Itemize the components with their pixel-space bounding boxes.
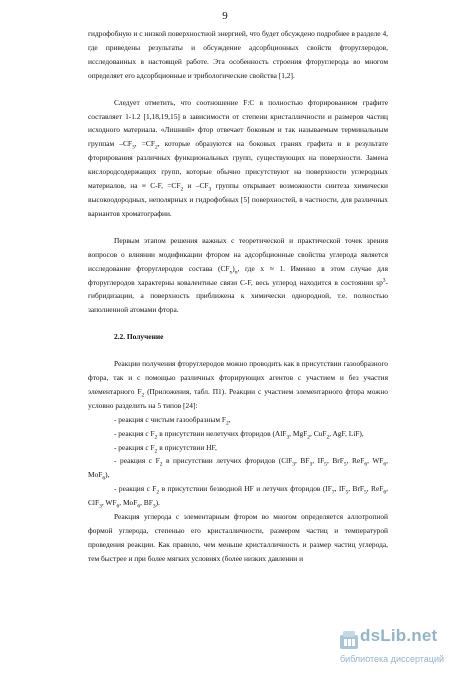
paragraph-fc-ratio: Следует отметить, что соотношение F:C в полностью фторированном графите составляет 1-1.2 [1,18,19,15] в зависимости от степени кристалличности и размеров частиц исходного материала. «Лишний» фтор отвечает боковым и так называемым терминальным группам $-CF_3$, $=CF_2$, которые образуются на боковых гранях графита и в результате фторирования различных функциональных групп, существующих на поверхности. Замена кислородсодержащих групп, которые обычно присутствуют на поверхности углеродных материалов, на ≡ C-F, $=CF_2$ и $-CF_3$ группы открывает возможности синтеза химически высокоодородных, неполярных и гидрофобных [5] поверхностей, в частности, для различных вариантов хроматографии. [88, 97, 389, 218]
paragraph-gap [88, 221, 388, 234]
list-item: - реакция с $F_2$ в присутствии летучих фторидов (ClF$_3$, $BF_3$, $IF_5$, BrF$_5$, ReF$_6$, $WF_6$, MoF$_6$), [88, 456, 389, 482]
watermark-brand: dsLib.net [360, 626, 438, 645]
library-logo-icon [338, 629, 360, 651]
section-heading: 2.2. Получение [114, 332, 164, 342]
paragraph-first-stage: Первым этапом решения важных с теоретической и практической точек зрения вопросов о влиянии модификации фтором на адсорбционные свойства углерода является исследование фторуглеродов состава $(CF_x)_n$, где x ≈ 1. Именно в этом случае для фторуглеродов характерны ковалентные связи C-F, весь углерод находится в состоянии $sp^3$-гибридизации, а поверхность приближена к химически однородной, т.е. полностью заполненной атомами фтора. [88, 235, 388, 315]
paragraph-carbon-reaction: Реакция углерода с элементарным фтором во многом определяется аллотропной формой углерода, степенью его кристалличности, размером частиц и температурой проведения реакции. Как правило, чем меньше кристалличность и размер частиц углерода, тем быстрее и при более мягких условиях (более низких давлении и [88, 512, 388, 563]
watermark-subtitle: библиотека диссертаций [340, 654, 445, 664]
paragraph-intro-continued: гидрофобную и с низкой поверхностной энергией, что будет обсуждено подробнее в разделе 4, где приведены результаты и обсуждение адсорбционных свойств фторуглеродов, исследованных в настоящей работе. Эта особенность строения фторуглерода во многом определяет его адсорбционные и трибологические свойства [1,2]. [88, 29, 388, 80]
page-number: 9 [222, 10, 228, 22]
list-item: - реакция с $F_2$ в присутствии безводной HF и летучих фторидов ($IF_7$, $IF_5$, BrF$_5$, ReF$_6$, ClF$_3$, $WF_6$, MoF$_6$, $BF_3$). [88, 484, 388, 510]
list-item: - реакция с чистым газообразным $F_2$, [114, 414, 231, 427]
paragraph-gap [88, 83, 388, 96]
paragraph-gap [88, 344, 388, 357]
watermark [338, 625, 448, 670]
page-body [88, 27, 388, 566]
list-item: - реакция с $F_2$ в присутствии HF, [114, 442, 217, 455]
paragraph-gap [88, 317, 388, 330]
list-item: - реакция с $F_2$ в присутствии нелетучих фторидов (AlF$_3$, MgF$_2$, CuF$_2$, AgF, LiF), [114, 428, 364, 441]
paragraph-reactions: Реакции получения фторуглеродов можно проводить как в присутствии газообразного фтора, так и с помощью различных фторирующих агентов с участием и без участия элементарного $F_2$ (Приложения, табл. П1). Реакции с участием элементарного фтора можно условно разделить на 5 типов [24]: [88, 359, 388, 410]
